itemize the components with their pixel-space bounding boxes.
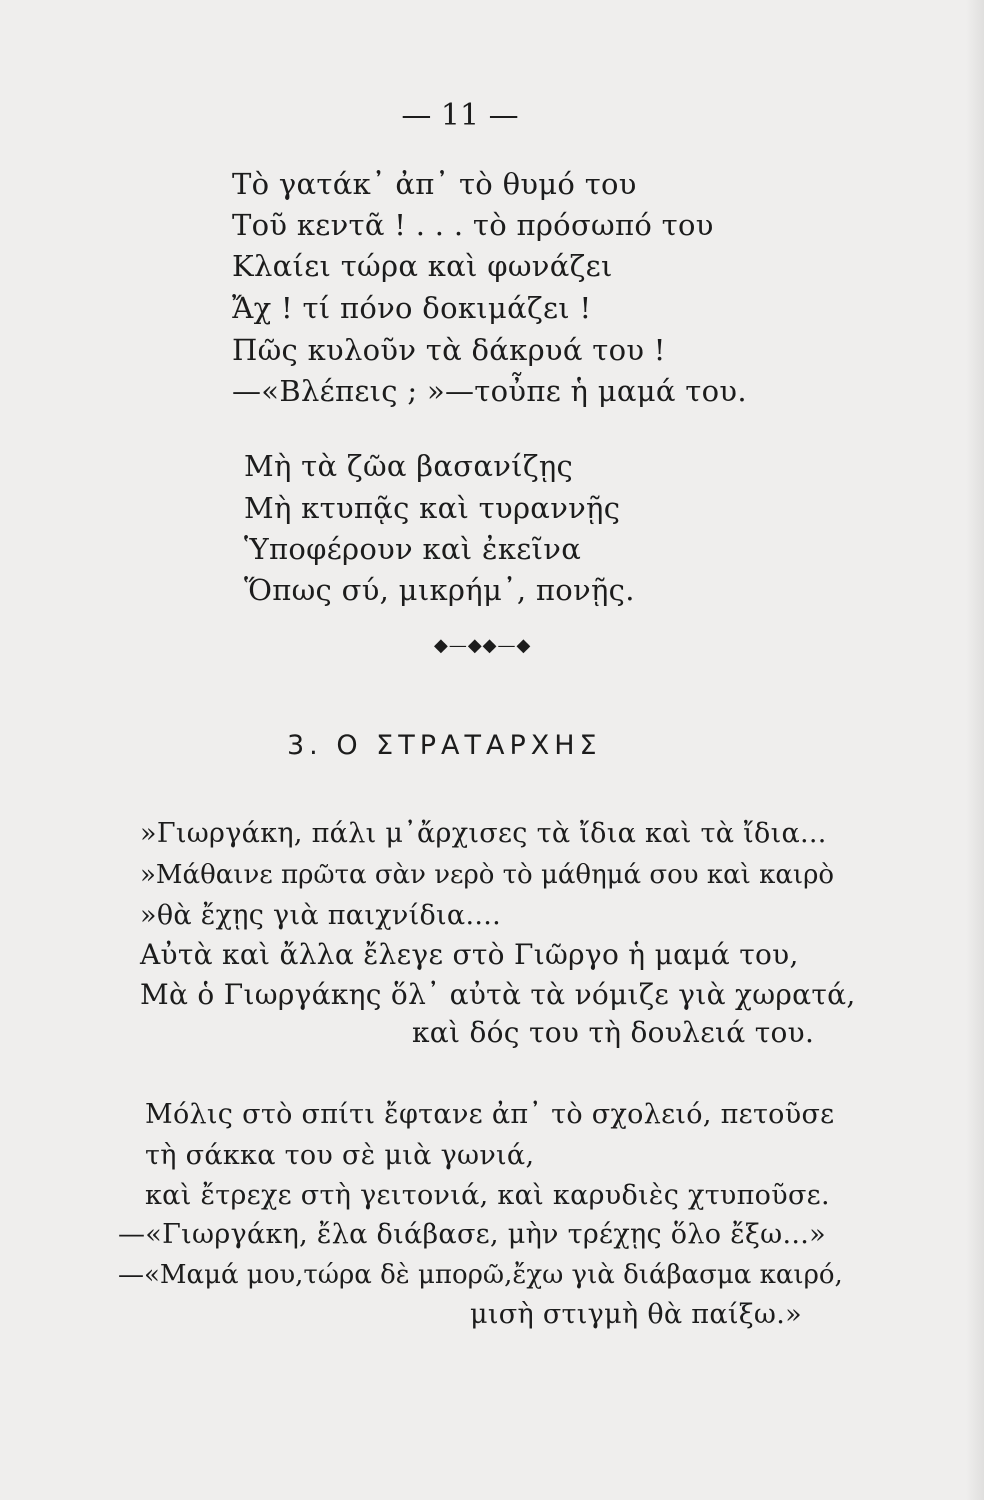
story-line: »Γιωργάκη, πάλι μ᾽ἄρχισες τὰ ἴδια καὶ τὰ ἴδια... <box>140 818 827 849</box>
section-title: 3. Ο ΣΤΡΑΤΑΡΧΗΣ <box>287 730 602 761</box>
poem-line: —«Βλέπεις ; »—τοὖπε ἡ μαμά του. <box>232 374 747 408</box>
story-line: καὶ ἔτρεχε στὴ γειτονιά, καὶ καρυδιὲς χτυποῦσε. <box>145 1180 830 1211</box>
poem-line: Ὅπως σύ, μικρήμ᾽, πονῇς. <box>244 573 635 607</box>
poem-line: Ἄχ ! τί πόνο δοκιμάζει ! <box>232 291 592 325</box>
story-line: »Μάθαινε πρῶτα σὰν νερὸ τὸ μάθημά σου καὶ καιρὸ <box>140 860 835 890</box>
page-number: — 11 — <box>401 98 519 133</box>
story-line: τὴ σάκκα του σὲ μιὰ γωνιά, <box>145 1140 535 1171</box>
poem-line: Τοῦ κεντᾶ ! . . . τὸ πρόσωπό του <box>232 208 714 242</box>
poem-line: Μὴ τὰ ζῶα βασανίζῃς <box>244 449 574 483</box>
story-line: καὶ δός του τὴ δουλειά του. <box>412 1016 815 1049</box>
poem-line: Κλαίει τώρα καὶ φωνάζει <box>232 249 613 283</box>
poem-line: Μὴ κτυπᾷς καὶ τυραννῇς <box>244 491 621 525</box>
poem-line: Ὑποφέρουν καὶ ἐκεῖνα <box>244 532 582 566</box>
story-line: »θὰ ἔχῃς γιὰ παιχνίδια.... <box>140 900 501 931</box>
page-edge-shadow <box>966 0 984 1500</box>
poem-line: Πῶς κυλοῦν τὰ δάκρυά του ! <box>232 333 666 367</box>
story-line: Μόλις στὸ σπίτι ἔφτανε ἀπ᾽ τὸ σχολειό, πετοῦσε <box>145 1099 835 1130</box>
section-ornament: ◆—◆◆—◆ <box>434 635 532 656</box>
story-line: μισὴ στιγμὴ θὰ παίξω.» <box>470 1299 802 1330</box>
story-line: —«Γιωργάκη, ἔλα διάβασε, μὴν τρέχῃς ὅλο ἔξω...» <box>118 1219 826 1250</box>
poem-line: Τὸ γατάκ᾽ ἀπ᾽ τὸ θυμό του <box>232 167 637 201</box>
story-line: Αὐτὰ καὶ ἄλλα ἔλεγε στὸ Γιῶργο ἡ μαμά του, <box>140 938 799 971</box>
story-line: Μὰ ὁ Γιωργάκης ὅλ᾽ αὐτὰ τὰ νόμιζε γιὰ χωρατά, <box>140 978 856 1011</box>
story-line: —«Μαμά μου,τώρα δὲ μπορῶ,ἔχω γιὰ διάβασμα καιρό, <box>118 1260 843 1290</box>
